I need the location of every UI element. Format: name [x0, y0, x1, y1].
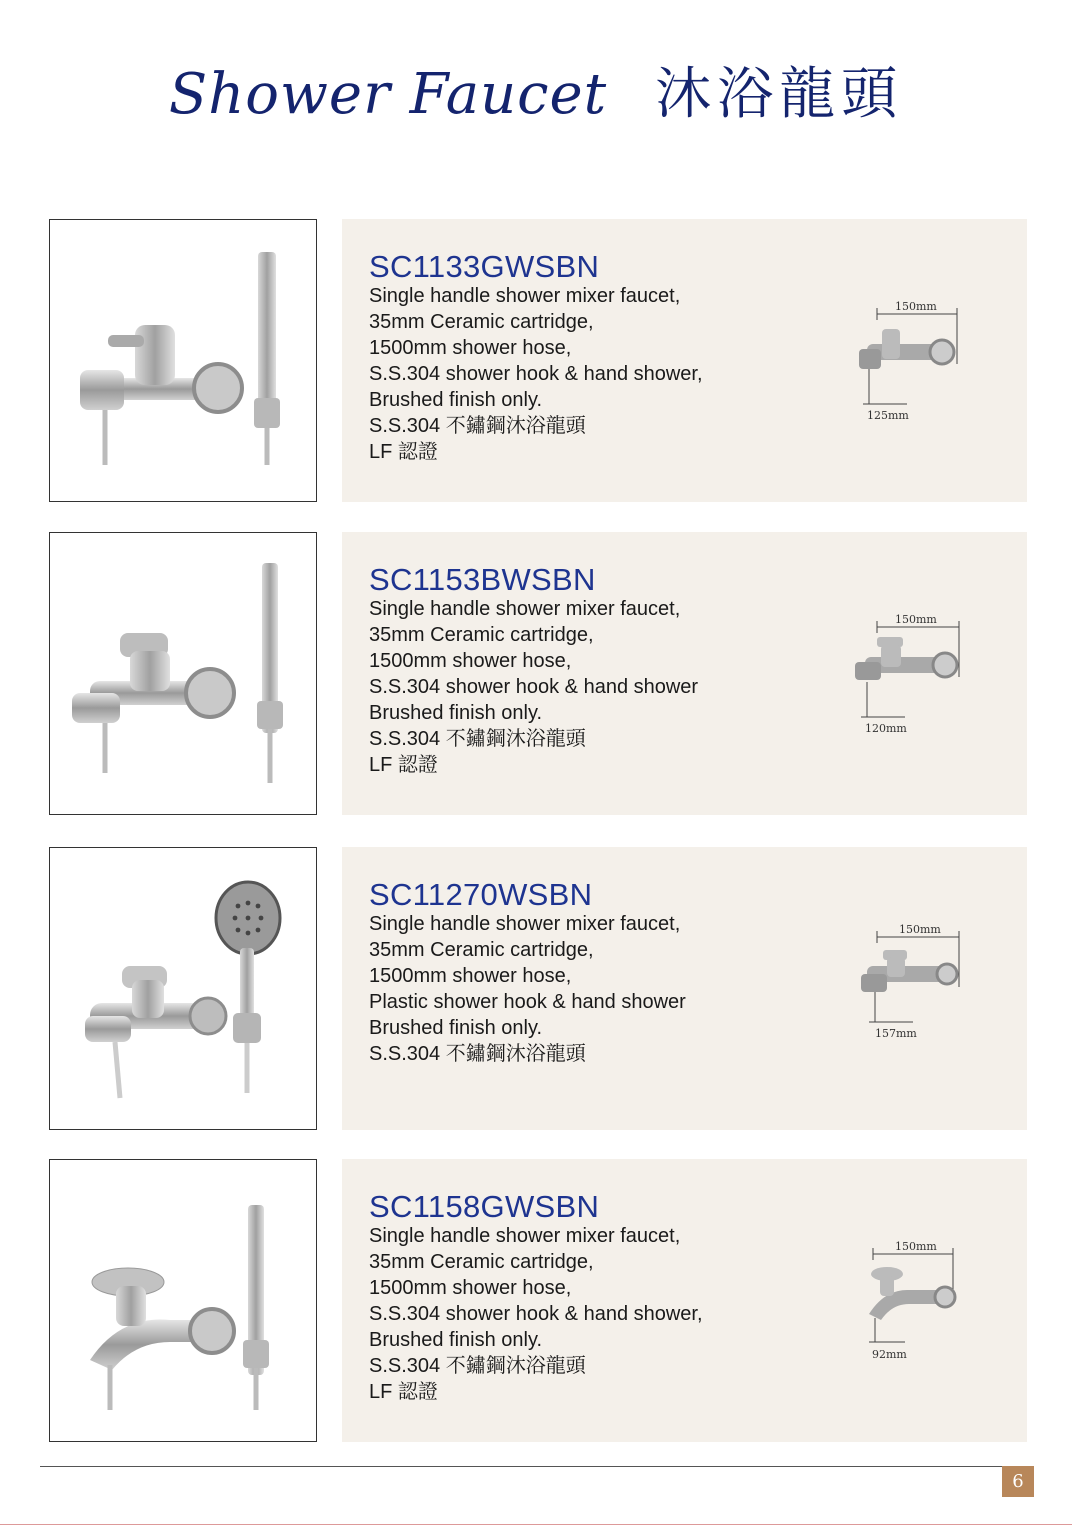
spec-line: Single handle shower mixer faucet, — [369, 285, 681, 307]
page-number-badge: 6 — [1002, 1466, 1034, 1497]
dimension-depth-label: 92mm — [872, 1348, 907, 1361]
footer-divider — [40, 1466, 1033, 1467]
spec-line: Brushed finish only. — [369, 702, 543, 724]
spec-line: S.S.304 不鏽鋼沐浴龍頭 — [369, 415, 586, 437]
spec-line: 35mm Ceramic cartridge, — [369, 1251, 594, 1273]
product-photo-faucet-with-stick-shower — [49, 532, 317, 815]
spec-list — [369, 283, 703, 465]
dimension-diagram — [847, 607, 977, 737]
product-photo-faucet-with-stick-shower — [49, 219, 317, 502]
dimension-depth-label: 157mm — [875, 1027, 917, 1040]
spec-line: LF 認證 — [369, 441, 438, 463]
spec-line: S.S.304 shower hook & hand shower — [369, 676, 699, 698]
product-row — [49, 532, 1027, 816]
model-number: SC1133GWSBN — [369, 249, 600, 284]
spec-line: LF 認證 — [369, 754, 438, 776]
product-details-panel — [342, 532, 1027, 815]
spec-line: 35mm Ceramic cartridge, — [369, 311, 594, 333]
spec-line: Single handle shower mixer faucet, — [369, 1225, 681, 1247]
page-title — [0, 50, 1072, 140]
spec-line: Single handle shower mixer faucet, — [369, 598, 681, 620]
spec-list — [369, 911, 686, 1067]
spec-line: 35mm Ceramic cartridge, — [369, 624, 594, 646]
dimension-width-label: 150mm — [895, 613, 937, 626]
title-english: Shower Faucet — [168, 62, 608, 127]
spec-line: 1500mm shower hose, — [369, 650, 572, 672]
product-photo-faucet-with-stick-shower — [49, 1159, 317, 1442]
spec-list — [369, 596, 698, 778]
model-number: SC11270WSBN — [369, 877, 593, 912]
spec-line: S.S.304 不鏽鋼沐浴龍頭 — [369, 1043, 586, 1065]
spec-line: 35mm Ceramic cartridge, — [369, 939, 594, 961]
dimension-depth-label: 120mm — [865, 722, 907, 735]
spec-line: 1500mm shower hose, — [369, 1277, 572, 1299]
spec-line: S.S.304 不鏽鋼沐浴龍頭 — [369, 1355, 586, 1377]
product-photo-faucet-with-hand-shower — [49, 847, 317, 1130]
spec-line: Brushed finish only. — [369, 1017, 543, 1039]
dimension-width-label: 150mm — [895, 1240, 937, 1253]
spec-line: 1500mm shower hose, — [369, 965, 572, 987]
spec-line: S.S.304 不鏽鋼沐浴龍頭 — [369, 728, 586, 750]
product-details-panel — [342, 847, 1027, 1130]
page-bottom-edge — [0, 1524, 1072, 1525]
model-number: SC1153BWSBN — [369, 562, 596, 597]
product-row — [49, 219, 1027, 503]
spec-list — [369, 1223, 703, 1405]
spec-line: LF 認證 — [369, 1381, 438, 1403]
spec-line: S.S.304 shower hook & hand shower, — [369, 1303, 703, 1325]
spec-line: S.S.304 shower hook & hand shower, — [369, 363, 703, 385]
spec-line: 1500mm shower hose, — [369, 337, 572, 359]
spec-line: Plastic shower hook & hand shower — [369, 991, 686, 1013]
dimension-depth-label: 125mm — [867, 409, 909, 422]
title-chinese: 沐浴龍頭 — [655, 62, 904, 127]
dimension-width-label: 150mm — [899, 923, 941, 936]
dimension-width-label: 150mm — [895, 300, 937, 313]
model-number: SC1158GWSBN — [369, 1189, 600, 1224]
spec-line: Single handle shower mixer faucet, — [369, 913, 681, 935]
product-row — [49, 847, 1027, 1131]
product-details-panel — [342, 219, 1027, 502]
spec-line: Brushed finish only. — [369, 1329, 543, 1351]
spec-line: Brushed finish only. — [369, 389, 543, 411]
product-details-panel — [342, 1159, 1027, 1442]
product-row — [49, 1159, 1027, 1443]
dimension-diagram — [847, 1234, 977, 1364]
dimension-diagram — [847, 922, 977, 1052]
dimension-diagram — [847, 294, 977, 424]
